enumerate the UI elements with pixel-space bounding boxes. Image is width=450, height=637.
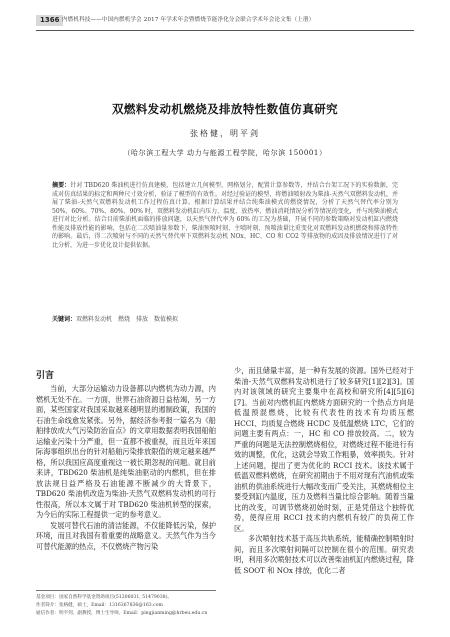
paragraph: 多次喷射技术基于高压共轨系统，能精确控制喷射时间，而且多次喷射间隔可以控制在很小的范围。研究表明，利用多次喷射技术可以改善柴油机缸内燃烧过程，降低 SOOT 和 NOx 排放，优化二者 (234, 534, 414, 575)
paragraph: 少，而且储量丰富，是一种有发展的资源。国外已经对于柴油-天然气双燃料发动机进行了较多研究[1][2][3]。国内对该领域的研究主要集中在高校和研究所[4][5][6][7]。当前对内燃机缸内燃烧方面研究的一个热点方向是低温预混燃烧，比较有代表性的技术有均质压燃 HCCI、均质复合燃烧 HCDC 及低温燃烧 LTC，它们的问题主要有两点：一，HC 和 CO 排放较高。二，较为严重的问题是无法控制燃烧相位，对燃烧过程不能进行有效的调整，优化，这就会导致工作粗暴，效率损失。针对上述问题，提出了更为优化的 RCCI 技术。该技术属于低温双燃料燃烧，在研究初期由于不用对现有汽油机或柴油机的供油系统进行大幅改变而广受关注，其燃烧相位主要受到缸内温度，压力及燃料当量比综合影响。随着当量比的改变，可调节燃烧初始时刻，正是凭借这个独特优势，使得应用 RCCI 技术的内燃机有较广的负荷工作区。 (234, 366, 414, 533)
footnote-funding: 基金项目：国家自然科学基金资助项目(51206031, 51479038)。 (36, 595, 172, 600)
section-heading-introduction: 引言 (36, 371, 55, 381)
paper-title: 双燃料发动机燃烧及排放特性数值仿真研究 (111, 102, 339, 116)
running-title: 内燃机科技——中国内燃机学会 2017 年学术年会暨燃烧节能净化分会联合学术年会论文集（上册） (62, 17, 315, 23)
page-number: 1366 (36, 15, 63, 26)
paper-affiliation: （哈尔滨工程大学 动力与能源工程学院，哈尔滨 150001） (123, 149, 327, 157)
footnote-rule (36, 590, 216, 591)
abstract (52, 182, 398, 250)
footnote-author-bio: 作者简介：张格健，硕士，Email：1316367836@163.com (36, 603, 163, 608)
keywords-label: 关键词： (52, 316, 77, 323)
paragraph: 当前，大部分运输动力设备都以内燃机为动力源，内燃机无处不在。一方面，世界石油资源日益枯竭，另一方面，某些国家对我国采取越来越明显的遏制政策，我国的石油生命线愈发紧张。另外，据经济参考报一篇名为《船舶排放成大气污染防治盲点》的文章用数据表明我国船舶运输业污染十分严重，但一直都不被重视，而且近年来国际海事组织出台的针对船舶污染排放限值的规定越来越严格，所以我国应高度重视这一被长期忽视的问题。就目前来讲，TBD620 柴油机是纯柴油驱动的内燃机，但在排放法规日益严格及石油能源不断减少的大背景下，TBD620 柴油机改造为柴油-天然气双燃料发动机的可行性很高，所以本文属于对 TBD620 柴油机转型的探索，为今后的实际工程提供一定的参考意义。 (36, 384, 216, 519)
body-column-right (234, 366, 414, 576)
paragraph: 发展可替代石油的清洁能源，不仅能降低污染，保护环境，而且对我国有着重要的战略意义。天然气作为当今可替代能源的热点，不仅燃烧产物污染 (36, 520, 216, 551)
paper-authors: 张格健，明平剑 (190, 129, 260, 138)
body-column-left (36, 384, 216, 552)
abstract-label: 摘要： (52, 182, 71, 189)
keywords-text: 双燃料发动机 燃烧 排放 数值模拟 (76, 316, 179, 323)
footnote-corresponding-author: 通信作者：明平剑，副教授，博士生导师，Email：pingjianming@hrbeu.edu.cn (36, 611, 208, 616)
header-rule (36, 30, 414, 31)
running-header (36, 15, 414, 27)
keywords (52, 316, 398, 324)
abstract-text: 针对 TBD620 柴油机进行仿真建模，包括建立几何模型，网格划分，配置计算参数等，并结合台架工况下的实验数据，完成对仿真结果的标定和两种尺寸效分析，验证了模型的有效性。对经过验证的模型，将燃油喷射改为柴油-天然气双燃料发动机，并展了柴油-天然气双燃料发动机工作过程仿真计算。根据计算结果并结合纯柴油模式的燃烧情况，分析了天然气替代率分别为 50%、60%、70%、80%、90% 时，双燃料发动机缸内压力、温度、放热率、燃油消耗情况分析等情况的变化，并与纯柴油模式进行对比分析。结合目前柴油机面临的排放问题，以天然气替代率为 60% 的工况为基础，开展不同的参数策略对发动机缸内燃烧性能及排放性能的影响，包括在二次喷油量参数下，柴油预喷时刻、主喷时刻、预喷油量比重变化对双燃料发动机燃烧和排放特性的影响。最后，得二次喷射与不同的天然气替代率下双燃料发动机 NOx、HC、CO 和 CO2 等排放物的成因及排放情况进行了对比分析，为进一步优化设计提供依据。 (52, 182, 398, 249)
